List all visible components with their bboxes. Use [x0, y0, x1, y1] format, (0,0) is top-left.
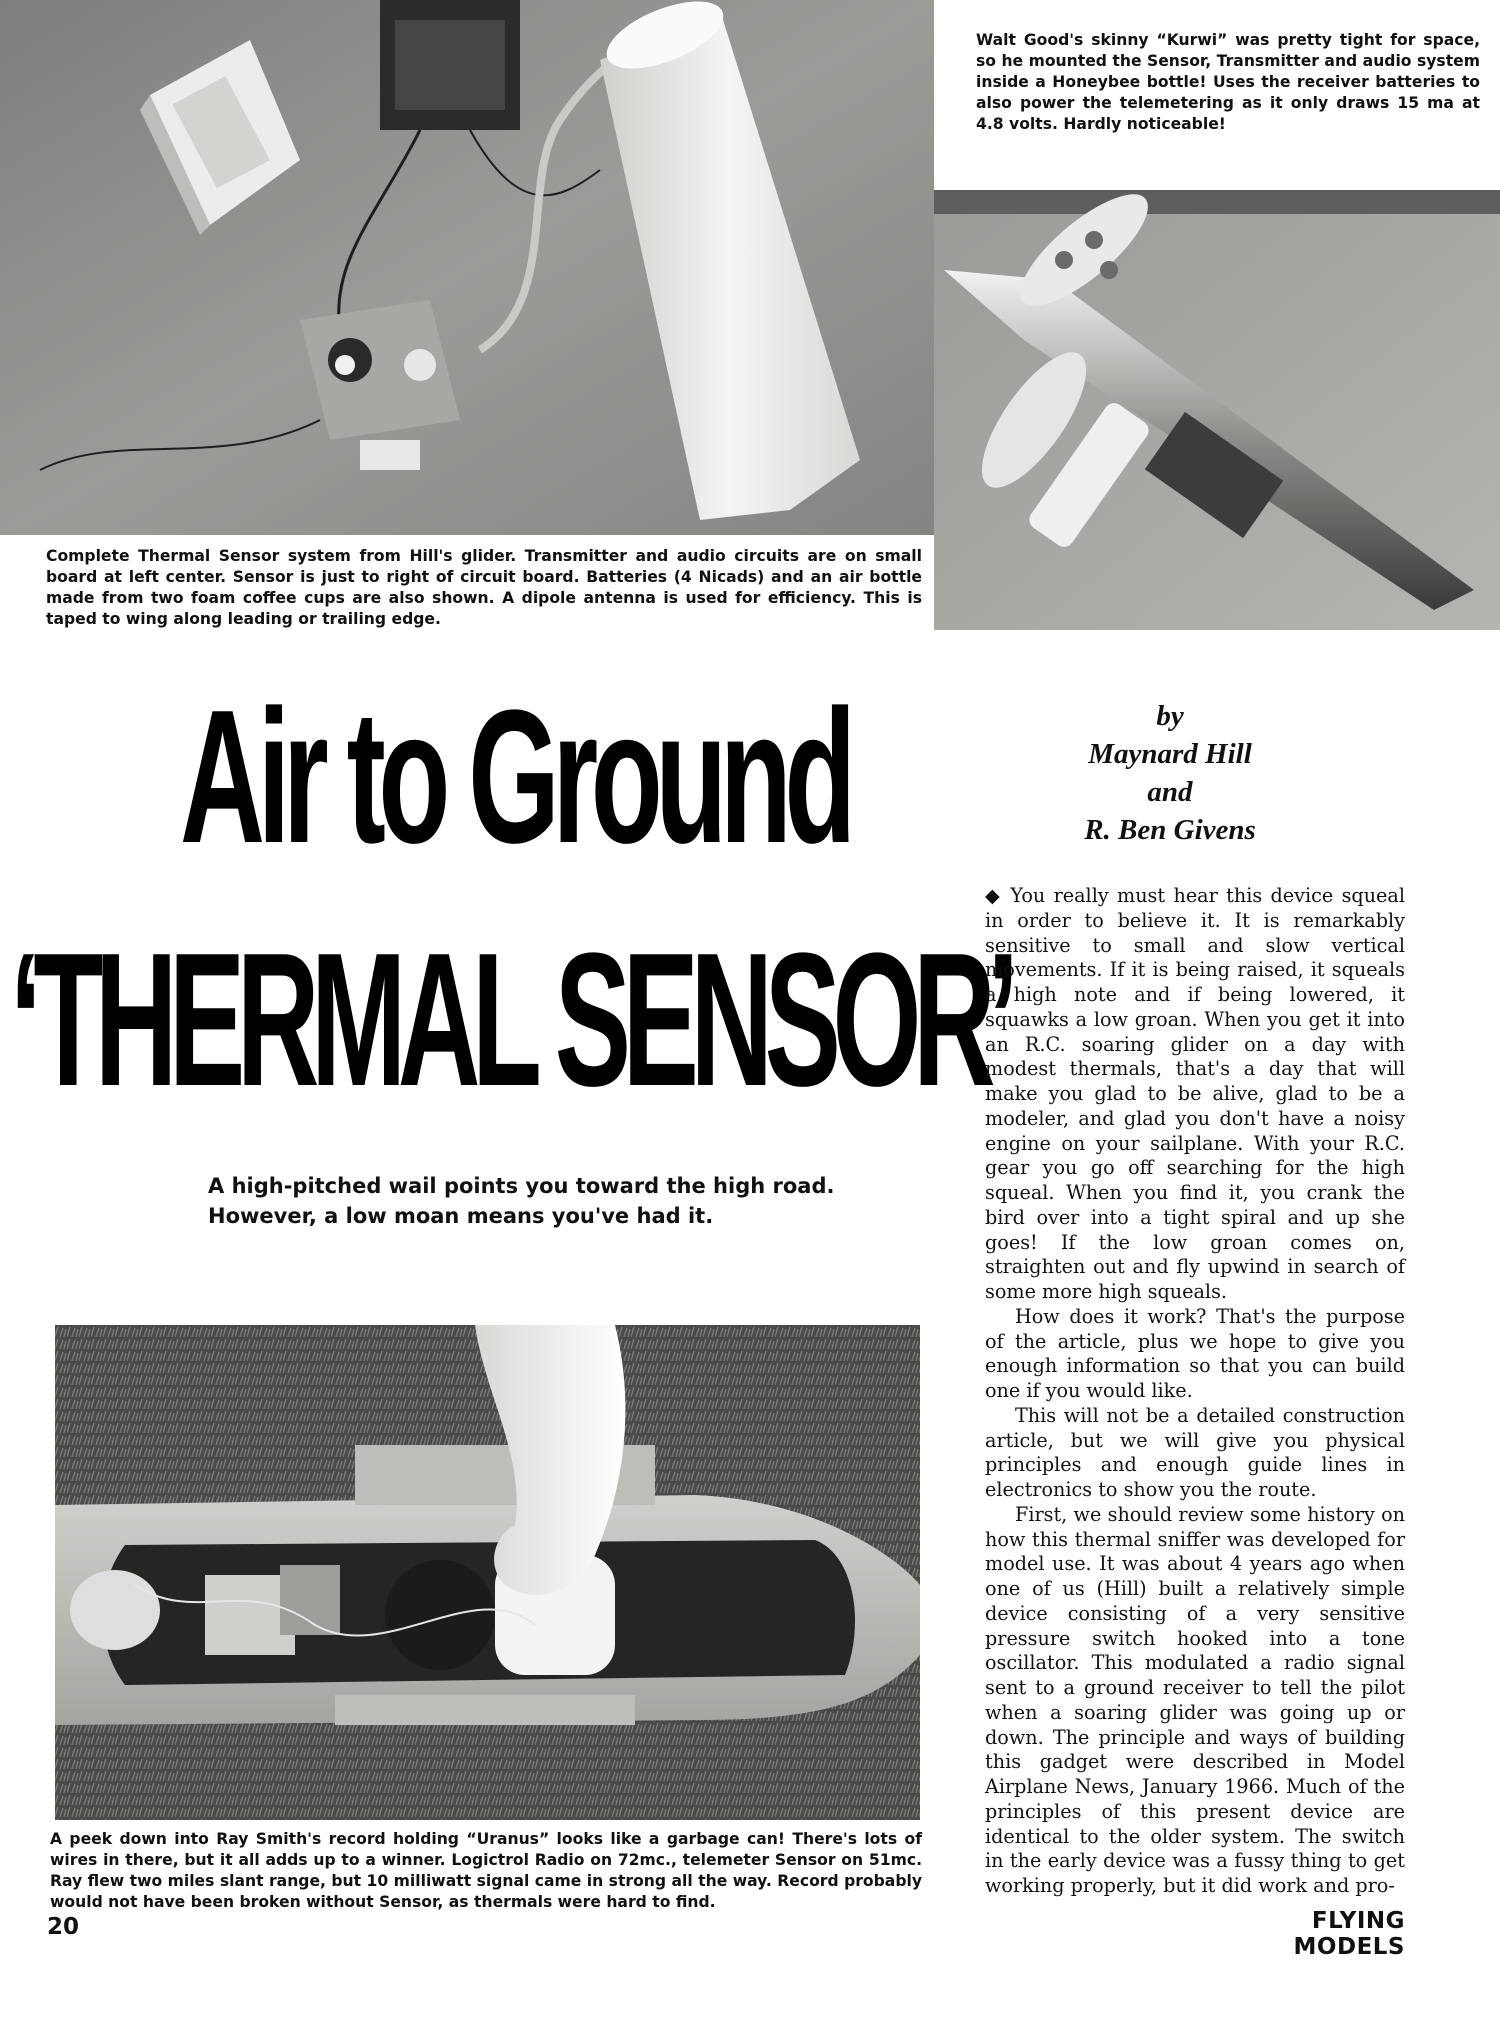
body-paragraph: First, we should review some history on how this thermal sniffer was developed for model use. It was about 4 years ago when one of us (Hill) built a relatively simple device consisting of a very sensitive pressure switch hooked into a tone oscillator. This modulated a radio signal sent to a ground receiver to tell the pilot when a soaring glider was going up or down. The principle and ways of building this gadget were described in Model Airplane News, January 1966. Much of the principles of this present device are identical to the older system. The switch in the early device was a fussy thing to get working properly, but it did work and pro- — [985, 1502, 1405, 1897]
caption-top-left: Complete Thermal Sensor system from Hill's glider. Transmitter and audio circuits are on small board at left center. Sensor is just to right of circuit board. Batteries (4 Nicads) and an air bottle made from two foam coffee cups are also shown. A dipole antenna is used for efficiency. This is taped to wing along leading or trailing edge. — [46, 547, 922, 628]
article-body — [985, 884, 1405, 1899]
headline-line-1: Air to Ground — [180, 671, 849, 883]
byline-author-2: R. Ben Givens — [1084, 814, 1256, 846]
subhead-line-2: However, a low moan means you've had it. — [208, 1204, 714, 1228]
photo-kurwi-fuselage — [934, 190, 1500, 630]
photo-uranus-fuselage — [55, 1325, 920, 1820]
caption-top-right: Walt Good's skinny “Kurwi” was pretty tight for space, so he mounted the Sensor, Transmitter and audio system inside a Honeybee bottle! Uses the receiver batteries to also power the telemetering as it only draws 15 ma at 4.8 volts. Hardly noticeable! — [976, 31, 1480, 133]
subhead-line-1: A high-pitched wail points you toward the high road. — [208, 1174, 835, 1198]
headline-line-2: ‘THERMAL SENSOR’ — [10, 914, 1011, 1126]
byline — [1020, 697, 1320, 849]
caption-bottom: A peek down into Ray Smith's record holding “Uranus” looks like a garbage can! There's lots of wires in there, but it all adds up to a winner. Logictrol Radio on 72mc., telemeter Sensor on 51mc. Ray flew two miles slant range, but 10 milliwatt signal came in strong all the way. Record probably would not have been broken without Sensor, as thermals were hard to find. — [50, 1830, 922, 1911]
magazine-name: FLYING MODELS — [1293, 1908, 1405, 1960]
body-paragraph: ◆ You really must hear this device squeal in order to believe it. It is remarkably sensitive to small and slow vertical movements. If it is being raised, it squeals a high note and if being lowered, it squawks a low groan. When you get it into an R.C. soaring glider on a day with modest thermals, that's a day that will make you glad to be alive, glad to be a modeler, and glad you don't have a noisy engine on your sailplane. With your R.C. gear you go off searching for the high squeal. When you find it, you crank the bird over into a tight spiral and up she goes! If the low groan comes on, straighten out and fly upwind in search of some more high squeals. — [985, 884, 1405, 1303]
byline-and: and — [1147, 776, 1193, 808]
bullet-diamond-icon: ◆ — [985, 884, 1002, 907]
body-paragraph: How does it work? That's the purpose of the article, plus we hope to give you enough information so that you can build one if you would like. — [985, 1304, 1405, 1402]
byline-author-1: Maynard Hill — [1088, 738, 1252, 770]
subhead — [208, 1171, 928, 1231]
page-number: 20 — [47, 1914, 80, 1940]
photo-thermal-sensor-system — [0, 0, 934, 535]
byline-by: by — [1156, 700, 1184, 732]
body-paragraph: This will not be a detailed construction article, but we will give you physical principles and enough guide lines in electronics to show you the route. — [985, 1403, 1405, 1501]
